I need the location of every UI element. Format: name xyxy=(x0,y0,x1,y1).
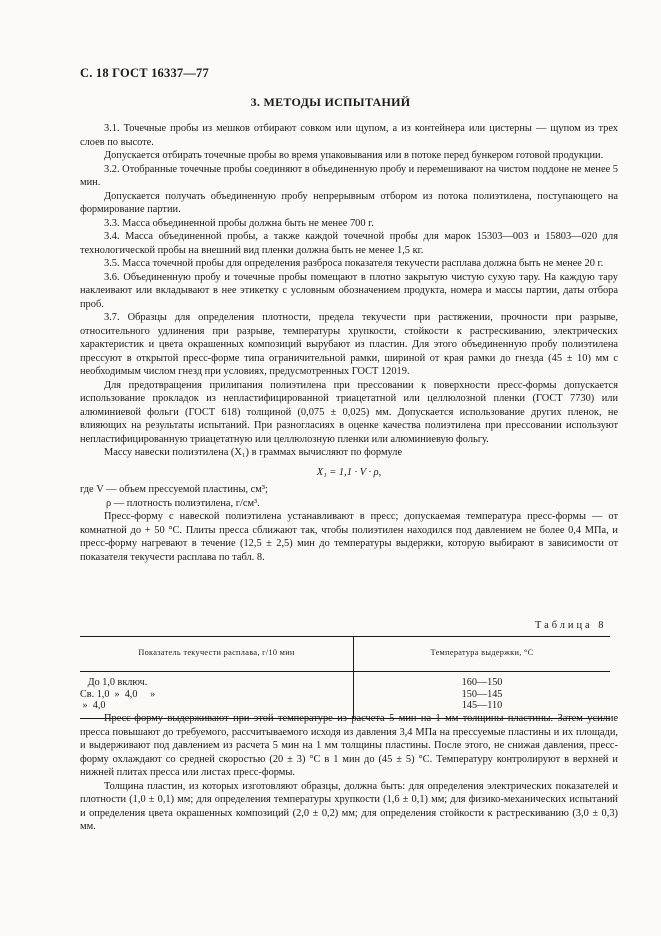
paragraph: Для предотвращения прилипания полиэтилена при прессовании к поверхности пресс-формы допускается использование прокладок из непластифицированной триацетатной или целлюлозной пленки (ГОСТ 7730) или алюминиевой фольги (ГОСТ 618) толщиной (0,075 ± 0,025) мм. Допускается использование других пленок, не влияющих на результаты испытаний. При разногласиях в оценке качества полиэтилена при прессовании используют непластифицированную триацетатную или целлюлозную пленки или алюминиевую фольгу. xyxy=(80,379,618,445)
formula: X₁ = 1,1 · V · ρ, xyxy=(316,466,382,478)
table-8 xyxy=(80,636,610,719)
formula-legend xyxy=(80,483,618,510)
temperature-value: 160—150 xyxy=(461,677,503,688)
paragraph: 3.2. Отобранные точечные пробы соединяют в объединенную пробу и перемешивают на чистом поддоне не менее 5 мин. xyxy=(80,163,618,188)
melt-index-value: До 1,0 включ. xyxy=(80,677,148,688)
paragraph: Допускается отбирать точечные пробы во время упаковывания или в потоке перед бункером готовой продукции. xyxy=(104,150,604,161)
paragraph: 3.6. Объединенную пробу и точечные пробы помещают в плотно закрытую чистую сухую тару. На каждую тару наклеивают или вкладывают в нее этикетку с условным обозначением продукта, номера и массы партии, даты отбора проб. xyxy=(80,271,618,310)
paragraph: 3.3. Масса объединенной пробы должна быть не менее 700 г. xyxy=(104,217,374,229)
paragraph: 3.4. Масса объединенной пробы, а также каждой точечной пробы для марок 15303—003 и 15803—020 для технологической пробы на внешний вид пленки должна быть не менее 1,5 кг. xyxy=(80,231,618,256)
melt-index-value: » 4,0 xyxy=(80,700,106,711)
paragraph: 3.5. Масса точечной пробы для определения разброса показателя текучести расплава должна быть не менее 20 г. xyxy=(104,258,604,269)
temperature-value: 145—110 xyxy=(461,700,503,711)
column-header-melt-index: Показатель текучести расплава, г/10 мин xyxy=(80,637,354,672)
paragraph: Толщина пластин, из которых изготовляют образцы, должна быть: для определения электрических показателей и плотности (1,0 ± 0,1) мм; для определения температуры хрупкости (1,6 ± 0,1) мм; для физико-механических испытаний и определения цвета окрашенных композиций (2,0 ± 0,2) мм; для определения стойкости к растрескиванию (3,0 ± 0,3) мм. xyxy=(80,780,618,832)
legend-line-volume: где V — объем прессуемой пластины, см³; xyxy=(80,484,268,495)
column-header-temperature: Температура выдержки, °С xyxy=(354,637,611,672)
paragraph: Допускается получать объединенную пробу непрерывным отбором из потока полиэтилена, поступающего на формирование партии. xyxy=(80,190,618,215)
melt-index-value: Св. 1,0 » 4,0 » xyxy=(80,688,156,700)
page-header: С. 18 ГОСТ 16337—77 xyxy=(80,66,209,80)
paragraph: Пресс-форму с навеской полиэтилена устанавливают в пресс; допускаемая температура пресс-формы — от комнатной до + 50 °С. Плиты пресса сближают так, чтобы полиэтилен находился под давлением не более 0,4 МПа, и пресс-форму нагревают в течение (12,5 ± 2,5) мин до температуры выдержки, которую выбирают в зависимости от показателя текучести расплава по табл. 8. xyxy=(80,511,618,563)
body-text-top xyxy=(80,122,618,564)
table-label: Таблица 8 xyxy=(535,620,607,631)
paragraph: 3.1. Точечные пробы из мешков отбирают совком или щупом, а из контейнера или цистерны — щупом из трех слоев по высоте. xyxy=(80,123,618,148)
paragraph: 3.7. Образцы для определения плотности, предела текучести при растяжении, прочности при разрыве, относительного удлинения при разрыве, температуры хрупкости, стойкости к растрескиванию, электрических характеристик и цвета окрашенных композиций вырубают из пластин. Для этого объединенную пробу полиэтилена прессуют в открытой пресс-форме типа ограничительной рамки, шириной от края рамки до гнезда (45 ± 10) мм с необходимым числом гнезд при условиях, предусмотренных ГОСТ 12019. xyxy=(80,312,618,377)
body-text-bottom xyxy=(80,712,618,834)
temperature-value: 150—145 xyxy=(461,688,503,700)
paragraph: Пресс-форму выдерживают при этой температуре из расчета 5 мин на 1 мм толщины пластины. Затем усилие пресса повышают до требуемого, рассчитываемого исходя из давления 3,4 МПа на прессуемые пластины и их площади, и выдерживают под давлением из расчета 5 мин на 1 мм толщины пластины. После этого, не снижая давления, пресс-форму охлаждают со средней скоростью (20 ± 3) °С в 1 мин до (45 ± 5) °С. Температуру контролируют в верхней и нижней плитах пресса или листах пресс-формы. xyxy=(80,713,618,778)
legend-line-density: ρ — плотность полиэтилена, г/см³. xyxy=(106,497,260,509)
section-title: 3. МЕТОДЫ ИСПЫТАНИЙ xyxy=(250,95,411,109)
paragraph: Массу навески полиэтилена (X₁) в граммах вычисляют по формуле xyxy=(104,447,403,458)
